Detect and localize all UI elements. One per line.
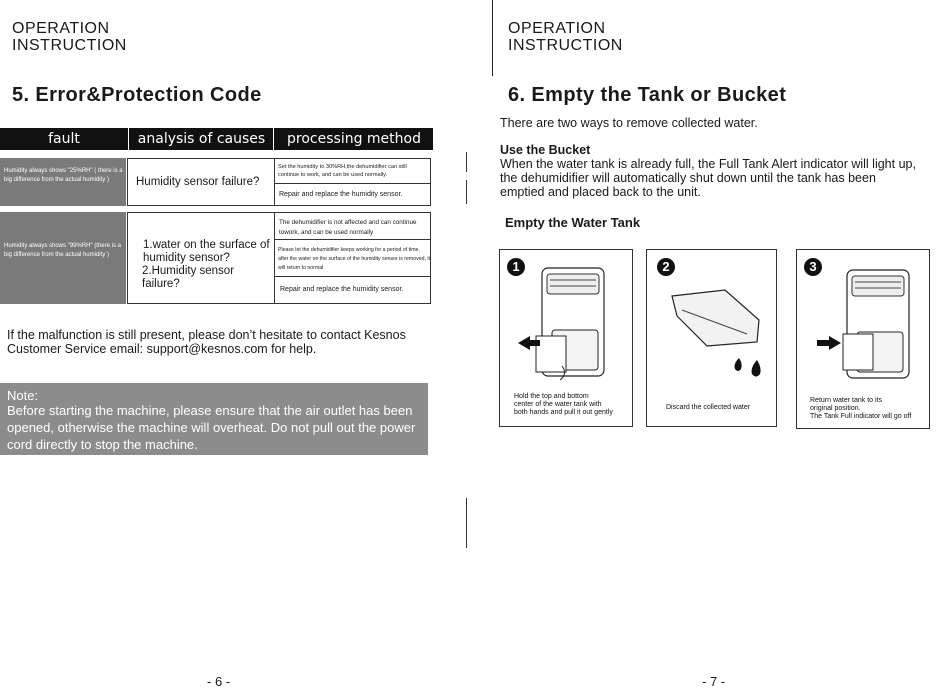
discard-water-illustration <box>647 250 778 390</box>
step-2-panel <box>646 249 777 427</box>
header-line1: OPERATION <box>12 20 110 37</box>
cause-text-2 <box>143 239 274 291</box>
note-box <box>0 383 428 455</box>
method-text-1b: Repair and replace the humidity sensor. <box>279 191 403 198</box>
binding-mark <box>466 152 467 172</box>
caption-line: original position. <box>810 405 861 412</box>
step-1-caption <box>514 393 613 417</box>
method-cell-2c <box>274 276 431 304</box>
caption-line: The Tank Full indicator will go off <box>810 413 912 420</box>
cause-text-1: Humidity sensor failure? <box>136 176 260 188</box>
fault-cell-2: Humidity always shows "99%RH" (there is a big difference from the actual humidity ) <box>4 243 121 258</box>
step-3-panel <box>796 249 930 429</box>
tank-title: Empty the Water Tank <box>505 215 641 230</box>
table-row <box>0 212 126 304</box>
left-header <box>12 20 127 54</box>
caption-line: both hands and pull it out gently <box>514 409 613 416</box>
section-title-error: 5. Error&Protection Code <box>12 84 262 106</box>
method-text-2a: The dehumidifier is not affected and can continue towork, and can be used normally <box>279 219 417 236</box>
caption-line: Hold the top and bottom <box>514 393 589 400</box>
contact-line: Customer Service email: support@kesnos.com for help. <box>7 342 317 356</box>
page-number-right: - 7 - <box>702 674 726 689</box>
header-line2: INSTRUCTION <box>508 37 623 54</box>
contact-paragraph <box>7 328 406 356</box>
table-header <box>0 128 433 150</box>
right-header <box>508 20 623 54</box>
method-cell-2a <box>274 212 431 240</box>
bucket-line: When the water tank is already full, the Full Tank Alert indicator will light up, <box>500 157 916 171</box>
method-text-2b: Please let the dehumidifier keeps working for a period of time, after the water on the surface of the humidity sensor is removed, it will return to normal <box>278 247 430 271</box>
bucket-title: Use the Bucket <box>500 143 591 157</box>
step-1-panel <box>499 249 633 427</box>
note-line: cord directly to stop the machine. <box>7 437 198 452</box>
bucket-paragraph <box>500 157 916 199</box>
page-divider <box>492 0 493 76</box>
header-line1: OPERATION <box>508 20 606 37</box>
binding-mark <box>466 498 467 548</box>
cause-cell-1 <box>127 158 275 206</box>
col-fault: fault <box>48 131 80 147</box>
caption-line: Discard the collected water <box>666 404 751 411</box>
dehumidifier-pull-tank-illustration <box>500 250 634 390</box>
return-tank-illustration <box>797 250 931 390</box>
note-line: Before starting the machine, please ensure that the air outlet has been <box>7 403 413 418</box>
section-title-empty-tank: 6. Empty the Tank or Bucket <box>508 84 787 106</box>
note-line: opened, otherwise the machine will overheat. Do not pull out the power <box>7 420 416 435</box>
method-cell-2b <box>274 239 431 277</box>
method-text-2c: Repair and replace the humidity sensor. <box>280 286 404 293</box>
contact-line: If the malfunction is still present, please don’t hesitate to contact Kesnos <box>7 328 406 342</box>
page-number-left: - 6 - <box>207 674 231 689</box>
method-cell-1b <box>274 183 431 206</box>
cause-cell-2 <box>127 212 275 304</box>
fault-cell-1: Humidity always shows "25%RH" ( there is a big difference from the actual humidity ) <box>4 168 123 183</box>
bucket-line: emptied and placed back to the unit. <box>500 185 701 199</box>
bucket-line: the dehumidifier will automatically shut down until the tank has been <box>500 171 876 185</box>
table-row <box>0 158 126 206</box>
cause-line: 1.water on the surface of <box>143 239 270 251</box>
binding-mark <box>466 180 467 204</box>
step-number-2: 2 <box>657 258 675 276</box>
col-cause: analysis of causes <box>128 128 274 150</box>
method-cell-1a <box>274 158 431 184</box>
caption-line: center of the water tank with <box>514 401 602 408</box>
intro-text: There are two ways to remove collected water. <box>500 116 758 130</box>
step-3-caption <box>810 397 911 421</box>
caption-line: Return water tank to its <box>810 397 882 404</box>
cause-line: 2.Humidity sensor failure? <box>142 265 235 290</box>
step-2-caption <box>666 404 750 412</box>
method-text-1a: Set the humidity to 30%RH,the dehumidifier can still continue to work, and can be used normally. <box>278 164 407 178</box>
step-number-3: 3 <box>804 258 822 276</box>
step-number-1: 1 <box>507 258 525 276</box>
col-method: processing method <box>273 128 434 150</box>
note-title: Note: <box>7 388 39 403</box>
header-line2: INSTRUCTION <box>12 37 127 54</box>
cause-line: humidity sensor? <box>143 252 230 264</box>
